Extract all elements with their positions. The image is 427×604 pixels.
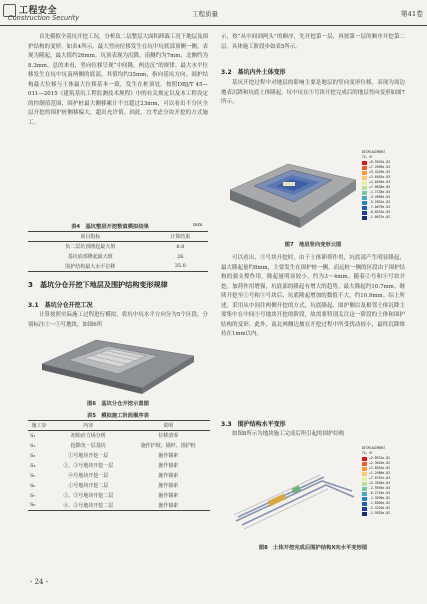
table5-head: 说明	[163, 423, 174, 429]
table5-cell: 施作护坡、锚杆、围护桩	[140, 443, 196, 449]
page-number: - 24 -	[30, 578, 49, 586]
table5-cell: 位移清零	[158, 433, 179, 440]
table5-cell: 施作锚索	[158, 483, 179, 489]
table4	[28, 231, 208, 272]
legend7-swatch	[362, 186, 367, 190]
legend8-swatch	[362, 512, 367, 516]
right-paragraph-3: 可以看出，③号块开挖时，由于土体卸荷作用，坑底部产生明显隆起，最大隆起量约8mm，主要发生在围护桩一侧，而远桩一侧的区段由于围护结构的强支撑作用，隆起量明显较小，约为3～4mm。随着②号和④号块开挖，加荷作用增强，坑底部的隆起有增大的趋势，最大隆起约10.7mm。继续开挖至①号和⑤号块后，坑底隆起增加的数值不大，约10.9mm。综上所述，采用从中间往两侧开挖的方式，坑底隆起、围护侧以及相邻土体沉降主要集中在中间③号地块开挖的阶段，故需要特别关注这一阶段的土体和围护结构的变形。此外，南北两侧边坡在开挖过程中所受扰动较小，最终沉降维持在1mm以内。	[221, 255, 405, 337]
table5-cell: ①号地块开挖二层	[68, 483, 109, 489]
legend8-sub: TX, M	[362, 451, 372, 455]
table4-caption: 表4 基坑整层开挖数值模拟结果	[71, 224, 149, 230]
section-3-heading: 3 基坑分仓开挖下地层及围护结构变形规律	[28, 280, 168, 289]
legend7-value: -7.0679e-03	[369, 205, 391, 209]
legend8-swatch	[362, 502, 367, 506]
legend7-value: +3.6402e-03	[369, 175, 391, 179]
table5-head: 施工步	[31, 423, 47, 429]
legend7-value: +7.2096e-03	[369, 165, 391, 169]
table4-unit: mm	[193, 222, 203, 228]
table5	[28, 420, 210, 511]
legend8-value: -2.4220e-02	[369, 506, 391, 510]
journal-title: 工程安全	[19, 6, 58, 16]
legend8-swatch	[362, 477, 367, 481]
table5-cell: S₈	[30, 502, 36, 509]
legend7-swatch	[362, 171, 367, 175]
figure-6-caption: 图6 基坑分仓开挖示意图	[87, 401, 149, 407]
right-paragraph-1: 示，按“从中间到两头”的顺序，先开挖第一层，再按第一层的顺序开挖第二层。具体施工阶段步如表5所示。	[221, 34, 405, 50]
table5-cell: 初始应力场分析	[70, 433, 106, 440]
legend7-swatch	[362, 181, 367, 185]
legend8-swatch	[362, 457, 367, 461]
legend8-title: DISPLACEMENT	[362, 446, 386, 450]
table5-cell: S₄	[30, 462, 36, 469]
legend7-swatch	[362, 191, 367, 195]
legend7-swatch	[362, 161, 367, 165]
figure-7-vertical-deformation-contour	[228, 150, 358, 232]
section-3-2-heading: 3.2 基坑内外土体变形	[221, 69, 286, 76]
legend7-value: -1.0637e-02	[369, 215, 391, 219]
legend8-swatch	[362, 472, 367, 476]
legend7-value: -5.2832e-03	[369, 200, 391, 204]
table5-cell: 施作锚索	[158, 453, 179, 459]
legend8-swatch	[362, 462, 367, 466]
table5-cell: ④、⑤号地块开挖二层	[63, 502, 114, 509]
legend7-swatch	[362, 166, 367, 170]
legend7-sub: TZ, M	[362, 155, 372, 159]
legend8-value: +1.8301e-02	[369, 466, 391, 470]
table5-cell: ①号地块开挖一层	[68, 453, 109, 459]
table4-head: 计算结果	[170, 234, 191, 240]
table5-cell: S₂	[30, 442, 36, 449]
legend7-value: -1.7138e-03	[369, 190, 391, 194]
right-paragraph-2: 基坑开挖过程中对地层的影响主要是地层的竖向变形位移，表现为周边地表沉降和坑底土体隆起。坑中坑在③号块开挖完成后的地层竖向变形如图7所示。	[221, 80, 405, 105]
table5-caption: 表5 模拟施工阶段顺序表	[87, 413, 149, 419]
page-header	[0, 0, 427, 26]
table5-cell: S₁	[30, 432, 36, 439]
figure-7-caption: 图7 地层竖向变形云图	[284, 242, 342, 248]
table5-cell: S₃	[30, 452, 36, 459]
table5-cell: 施作锚索	[158, 473, 179, 479]
table4-cell: 35.0	[174, 263, 186, 270]
table4-cell: 基坑底部隆起最大值	[67, 254, 113, 260]
legend8-value: +2.3556e-03	[369, 481, 391, 485]
legend8-value: +2.8931e-02	[369, 456, 391, 460]
table5-head: 内容	[83, 423, 94, 429]
table4-cell: 负二层坑顶隆起最大值	[65, 244, 116, 251]
legend8-value: -2.9535e-02	[369, 511, 391, 515]
table5-cell: S₅	[30, 472, 36, 479]
legend7-swatch	[362, 216, 367, 220]
table5-cell: 施作锚索	[158, 493, 179, 499]
table5-cell: 施作锚索	[158, 502, 179, 509]
table4-cell: 26	[177, 253, 184, 260]
legend7-title: DISPLACEMENT	[362, 150, 386, 154]
legend7-value: -3.4985e-03	[369, 195, 391, 199]
figure-8-retaining-structure-displacement	[228, 447, 356, 535]
table4-cell: 围护结构最大水平位移	[65, 263, 116, 270]
section-name: 工程质量	[192, 10, 218, 18]
section-3-1-heading: 3.1 基坑分仓开挖工况	[28, 302, 93, 309]
legend8-value: +7.6707e-03	[369, 476, 391, 480]
legend8-swatch	[362, 467, 367, 471]
table5-cell: ②、③号地块开挖二层	[63, 493, 114, 499]
figure-6-excavation-model	[38, 334, 198, 396]
legend7-swatch	[362, 211, 367, 215]
table5-cell: ②、③号地块开挖一层	[63, 463, 114, 469]
legend8-value: +2.3616e-02	[369, 461, 391, 465]
legend8-swatch	[362, 492, 367, 496]
legend7-value: +5.4249e-03	[369, 170, 391, 174]
legend8-value: -2.9594e-03	[369, 486, 391, 490]
journal-english-title: Construction Security	[8, 14, 80, 22]
table5-cell: ④号地块开挖一层	[68, 473, 109, 479]
figure-8-legend	[362, 446, 412, 516]
legend8-value: -8.2745e-03	[369, 491, 391, 495]
legend8-swatch	[362, 507, 367, 511]
section-3-3-heading: 3.3 围护结构水平变形	[221, 421, 286, 428]
legend7-value: -8.8525e-03	[369, 210, 391, 214]
legend7-value: +8.9943e-03	[369, 160, 391, 164]
table4-cell: 8.8	[176, 243, 185, 250]
legend7-swatch	[362, 206, 367, 210]
legend8-entry	[362, 511, 412, 516]
right-paragraph-4: 如图8所示为地块施工完成后所引起的围护结构	[232, 431, 345, 437]
legend7-value: +7.0838e-05	[369, 185, 391, 189]
legend8-swatch	[362, 497, 367, 501]
legend8-swatch	[362, 487, 367, 491]
left-paragraph-2: 计算按照实际施工过程进行模拟，将坑中坑水平方向分为5个区段，分别标注①～⑤号地块，如图6所	[28, 312, 208, 328]
legend7-swatch	[362, 201, 367, 205]
figure-7-legend	[362, 150, 412, 220]
legend7-entry	[362, 215, 412, 220]
legend8-value: -1.3590e-02	[369, 496, 391, 500]
legend7-value: +1.8556e-03	[369, 180, 391, 184]
table5-cell: 挖除负一层基坑	[70, 443, 106, 449]
legend7-swatch	[362, 176, 367, 180]
table5-cell: 施作锚索	[158, 463, 179, 469]
table5-cell: S₆	[30, 482, 36, 489]
legend8-value: -1.8905e-02	[369, 501, 391, 505]
legend8-value: +1.2986e-02	[369, 471, 391, 475]
legend7-swatch	[362, 196, 367, 200]
table5-cell: S₇	[30, 492, 36, 499]
legend8-swatch	[362, 482, 367, 486]
figure-8-caption: 图8 土体开挖完成后围护结构X向水平变形图	[258, 545, 368, 551]
volume-label: 第41卷	[400, 10, 423, 18]
table4-head: 项目指标	[80, 234, 101, 240]
left-paragraph-1: 首先模拟全基坑开挖工况，分析负二层整层大面积卸载工况下地层及围护结构的变形，如表4所示。最大竖向位移发生在坑中坑底部顶侧一侧，表现为隆起，最大值约26mm。坑顶表现为沉降，南侧约为7mm，北侧约为8.3mm。总的来看，竖向位移呈现“中间隆，两边沉”的规律。最大水平位移发生在坑中坑南两侧的底部，其值均约35mm，指向基坑方向。围护结构最大位移与土体最大位移基本一致，发生在桩顶处。按照DBJ/T 45—011—2015《建筑基坑工程监测技术规程》中的有关规定以及本工程设定的控制值范围，围护桩最大侧移累计不宜超过23mm，可以看出不分区全层开挖的围护桩侧移偏大，超出允许值。因此，宜考虑分块开挖的方式施工。	[28, 34, 208, 126]
